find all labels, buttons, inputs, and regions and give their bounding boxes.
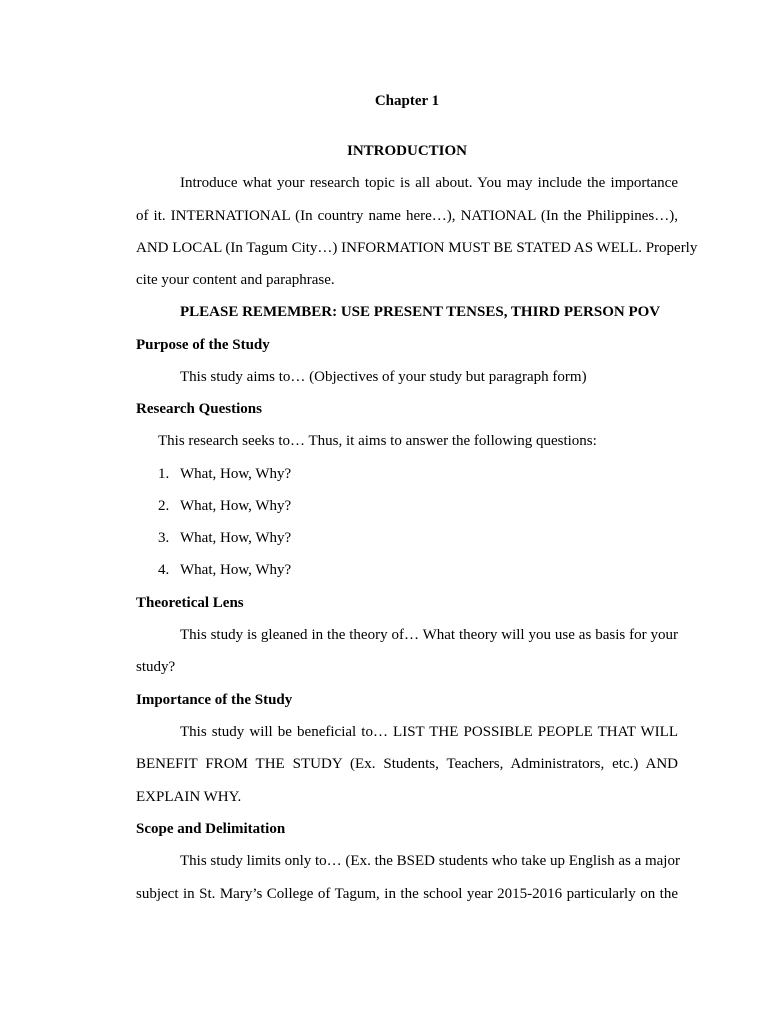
purpose-heading: Purpose of the Study [136,337,270,353]
importance-line-3: EXPLAIN WHY. [136,789,242,805]
intro-line-1: Introduce what your research topic is all about. You may include the importance [180,175,678,191]
list-number: 4. [158,562,170,578]
purpose-text: This study aims to… (Objectives of your study but paragraph form) [180,369,587,385]
scope-heading: Scope and Delimitation [136,821,286,837]
list-number: 2. [158,498,170,514]
section-title: INTRODUCTION [346,143,467,159]
list-item [158,528,291,548]
importance-line-1: This study will be beneficial to… LIST THE POSSIBLE PEOPLE THAT WILL [180,724,678,740]
reminder-note: PLEASE REMEMBER: USE PRESENT TENSES, THIRD PERSON POV [180,304,661,320]
theoretical-lens-line-2: study? [136,659,176,675]
intro-line-3: AND LOCAL (In Tagum City…) INFORMATION MUST BE STATED AS WELL. Properly [136,240,698,256]
list-text: What, How, Why? [180,498,292,514]
theoretical-lens-heading: Theoretical Lens [136,595,244,611]
list-text: What, How, Why? [180,466,292,482]
importance-heading: Importance of the Study [136,692,293,708]
intro-line-4: cite your content and paraphrase. [136,272,335,288]
list-number: 1. [158,466,170,482]
list-item [158,560,291,580]
chapter-title: Chapter 1 [374,93,440,109]
intro-line-2: of it. INTERNATIONAL (In country name here…), NATIONAL (In the Philippines…), [136,208,678,224]
importance-line-2: BENEFIT FROM THE STUDY (Ex. Students, Teachers, Administrators, etc.) AND [136,756,678,772]
list-text: What, How, Why? [180,530,292,546]
theoretical-lens-line-1: This study is gleaned in the theory of… What theory will you use as basis for your [180,627,678,643]
list-item [158,464,291,484]
scope-line-2: subject in St. Mary’s College of Tagum, in the school year 2015-2016 particularly on the [136,886,678,902]
scope-line-1: This study limits only to… (Ex. the BSED students who take up English as a major [180,853,680,869]
list-number: 3. [158,530,170,546]
list-text: What, How, Why? [180,562,292,578]
list-item [158,496,291,516]
research-questions-heading: Research Questions [136,401,262,417]
research-questions-intro: This research seeks to… Thus, it aims to answer the following questions: [158,433,597,449]
